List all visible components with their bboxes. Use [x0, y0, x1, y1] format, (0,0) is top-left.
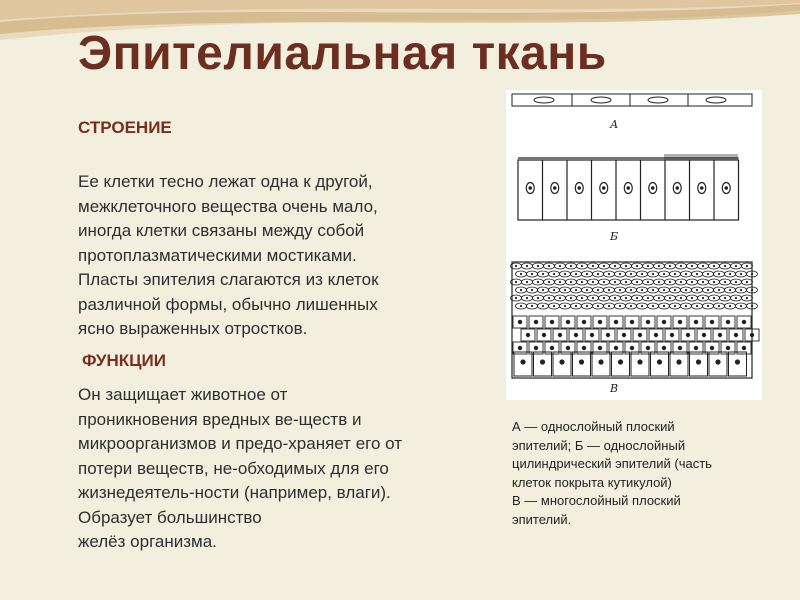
- functions-heading: ФУНКЦИИ: [82, 351, 166, 370]
- structure-line: иногда клетки связаны между собой: [78, 221, 365, 240]
- functions-line: микроорганизмов и предо-храняет его от: [78, 434, 403, 453]
- functions-line: Образует большинство: [78, 507, 262, 527]
- functions-line: проникновения вредных ве-ществ и: [78, 409, 362, 429]
- functions-line: жизнедеятель-ности (например, влаги).: [78, 483, 391, 502]
- columnar-epithelium-drawing: [518, 154, 739, 220]
- functions-line: Он защищает животное от: [78, 385, 288, 404]
- structure-line: ясно выраженных отростков.: [78, 319, 308, 338]
- squamous-epithelium-drawing: [512, 94, 752, 106]
- epithelium-figure: [506, 90, 762, 400]
- structure-line: межклеточного вещества очень мало,: [78, 196, 378, 216]
- caption-line: эпителий; Б — однослойный: [512, 437, 686, 453]
- caption-line: А — однослойный плоский: [512, 419, 675, 434]
- functions-line: желёз организма.: [78, 532, 217, 551]
- structure-line: протоплазматическими мостиками.: [78, 245, 357, 265]
- figure-label-v: В: [610, 382, 619, 395]
- figure-label-a: А: [610, 118, 619, 131]
- figure-caption: [512, 418, 772, 529]
- functions-text: [78, 383, 402, 555]
- figure-label-b: Б: [610, 230, 619, 243]
- structure-heading: СТРОЕНИЕ: [78, 118, 172, 137]
- caption-line: эпителий.: [512, 511, 572, 527]
- caption-line: цилиндрический эпителий (часть: [512, 456, 712, 471]
- structure-text: [78, 170, 379, 342]
- epithelium-illustration: [506, 90, 762, 400]
- structure-line: Ее клетки тесно лежат одна к другой,: [78, 172, 373, 191]
- functions-line: потери веществ, не-обходимых для его: [78, 458, 389, 478]
- caption-line: клеток покрыта кутикулой): [512, 474, 672, 490]
- stratified-epithelium-drawing: [511, 262, 760, 378]
- structure-line: различной формы, обычно лишенных: [78, 294, 378, 314]
- caption-line: В — многослойный плоский: [512, 493, 681, 508]
- structure-line: Пласты эпителия слагаются из клеток: [78, 270, 379, 289]
- page-title: Эпителиальная ткань: [78, 27, 607, 80]
